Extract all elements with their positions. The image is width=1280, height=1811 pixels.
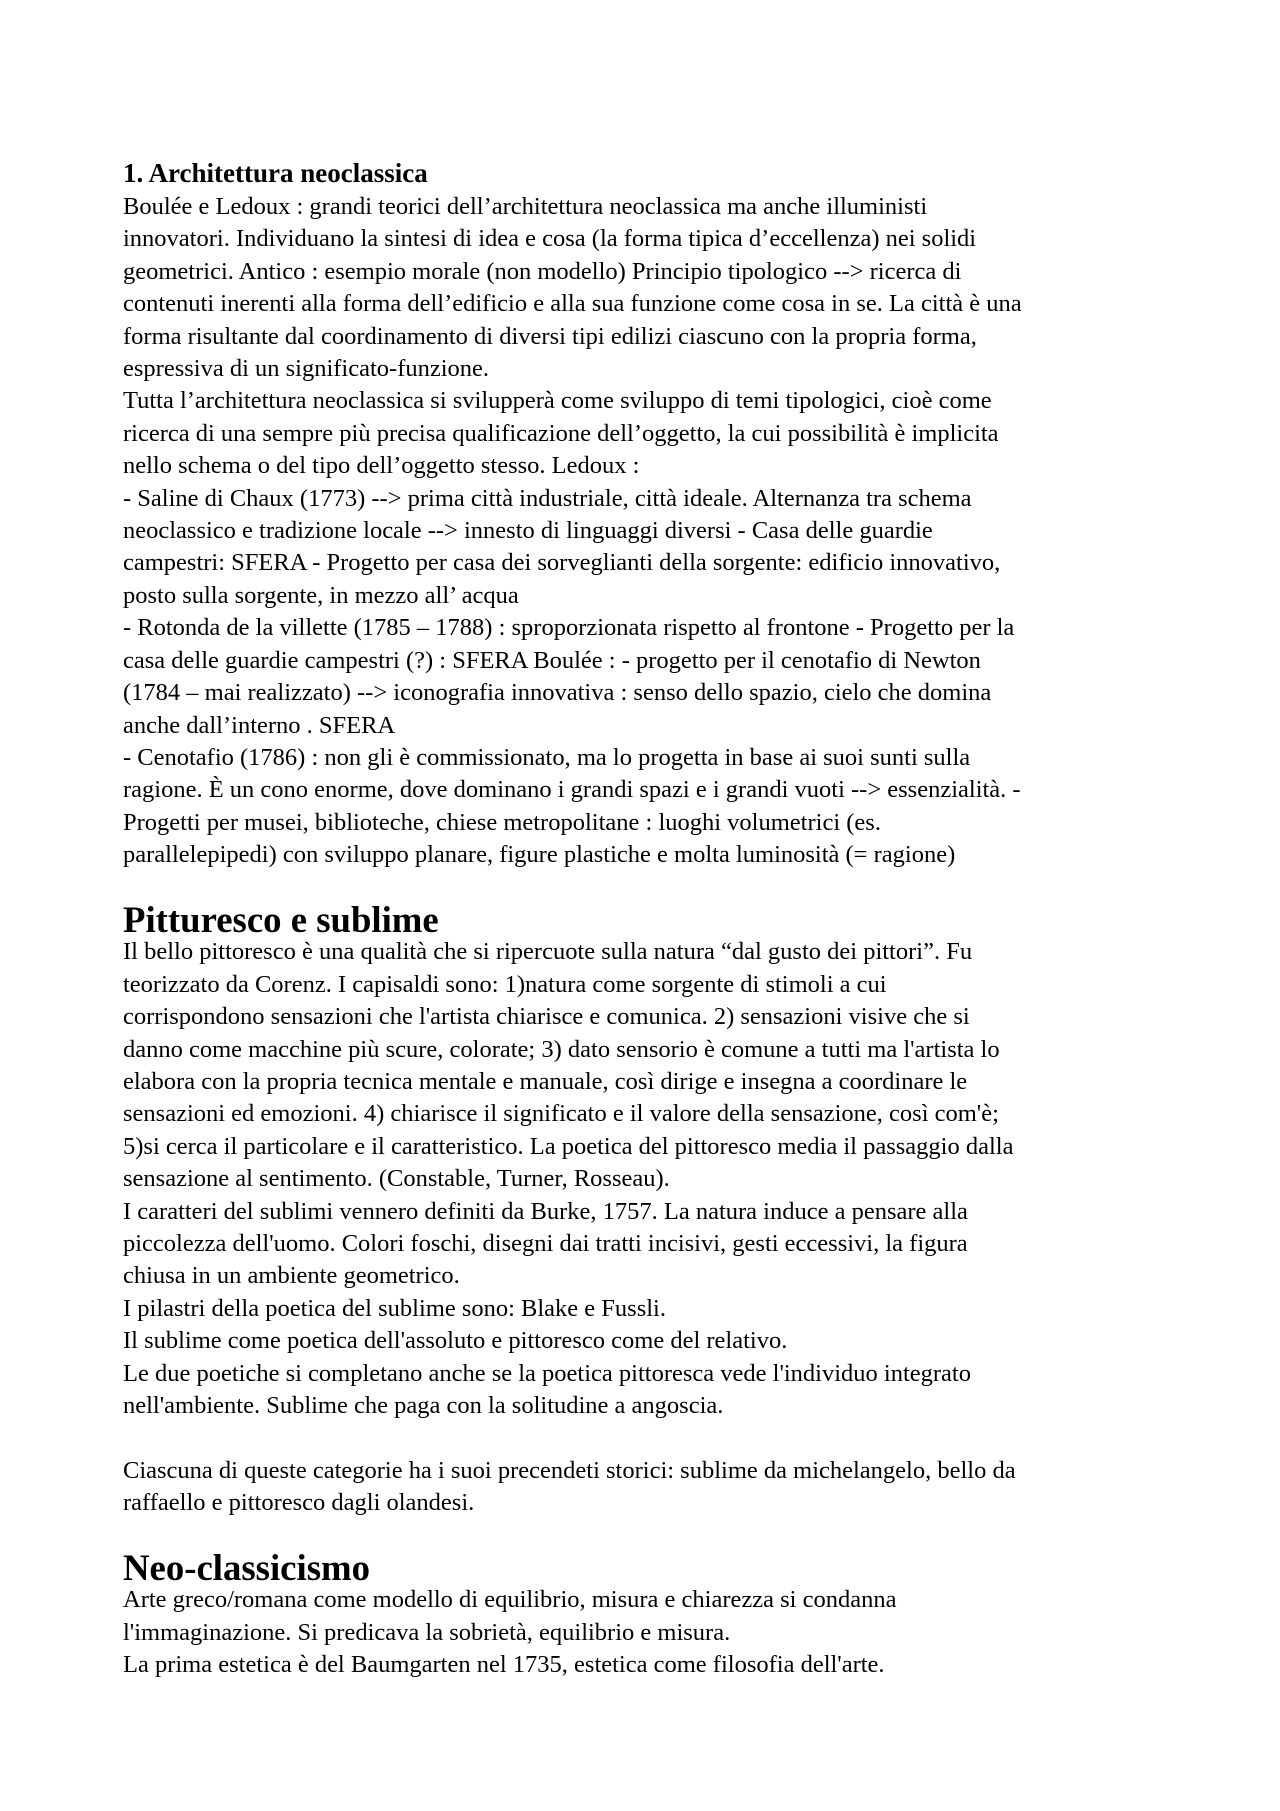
text-line: Boulée e Ledoux : grandi teorici dell’architettura neoclassica ma anche illuministi: [123, 193, 928, 220]
text-line: casa delle guardie campestri (?) : SFERA Boulée : - progetto per il cenotafio di Newton: [123, 646, 981, 674]
text-line: anche dall’interno . SFERA: [123, 711, 396, 739]
text-line: Il sublime come poetica dell'assoluto e pittoresco come del relativo.: [123, 1327, 788, 1355]
document-body: [123, 155, 1163, 1682]
text-line: nell'ambiente. Sublime che paga con la solitudine a angoscia.: [123, 1392, 724, 1420]
text-line: danno come macchine più scure, colorate; 3) dato sensorio è comune a tutti ma l'artista lo: [123, 1035, 1000, 1063]
text-line: innovatori. Individuano la sintesi di idea e cosa (la forma tipica d’eccellenza) nei solidi: [123, 225, 977, 253]
text-line: Il bello pittoresco è una qualità che si ripercuote sulla natura “dal gusto dei pittori”. Fu: [123, 938, 973, 966]
text-line: I pilastri della poetica del sublime sono: Blake e Fussli.: [123, 1294, 666, 1322]
text-line: - Saline di Chaux (1773) --> prima città industriale, città ideale. Alternanza tra schema: [123, 484, 972, 512]
text-line: geometrici. Antico : esempio morale (non modello) Principio tipologico --> ricerca di: [123, 257, 962, 285]
text-line: chiusa in un ambiente geometrico.: [123, 1262, 460, 1290]
text-line: Ciascuna di queste categorie ha i suoi precendeti storici: sublime da michelangelo, bello da: [123, 1456, 1016, 1484]
section-heading-neo-classicismo: Neo-classicismo: [123, 1547, 370, 1589]
section1-paragraph: [123, 191, 1163, 872]
text-line: campestri: SFERA - Progetto per casa dei sorveglianti della sorgente: edificio innovativo,: [123, 549, 1001, 577]
text-line: posto sulla sorgente, in mezzo all’ acqua: [123, 581, 519, 609]
text-line: l'immaginazione. Si predicava la sobrietà, equilibrio e misura.: [123, 1618, 731, 1646]
text-line: teorizzato da Corenz. I capisaldi sono: 1)natura come sorgente di stimoli a cui: [123, 970, 887, 998]
text-line: forma risultante dal coordinamento di diversi tipi edilizi ciascuno con la propria forma,: [123, 322, 977, 350]
text-line: ricerca di una sempre più precisa qualificazione dell’oggetto, la cui possibilità è implicita: [123, 419, 999, 447]
text-line: elabora con la propria tecnica mentale e manuale, così dirige e insegna a coordinare le: [123, 1067, 968, 1095]
text-line: Arte greco/romana come modello di equilibrio, misura e chiarezza si condanna: [123, 1586, 897, 1614]
section2-extra-paragraph: [123, 1455, 1163, 1520]
text-line: nello schema o del tipo dell’oggetto stesso. Ledoux :: [123, 452, 640, 480]
text-line: - Cenotafio (1786) : non gli è commissionato, ma lo progetta in base ai suoi sunti sulla: [123, 743, 971, 771]
text-line: sensazione al sentimento. (Constable, Turner, Rosseau).: [123, 1165, 670, 1193]
text-line: neoclassico e tradizione locale --> innesto di linguaggi diversi - Casa delle guardie: [123, 517, 933, 545]
section-heading-pitturesco-e-sublime: Pitturesco e sublime: [123, 898, 439, 940]
text-line: (1784 – mai realizzato) --> iconografia innovativa : senso dello spazio, cielo che domina: [123, 679, 992, 707]
text-line: I caratteri del sublimi vennero definiti da Burke, 1757. La natura induce a pensare alla: [123, 1197, 968, 1225]
text-line: corrispondono sensazioni che l'artista chiarisce e comunica. 2) sensazioni visive che si: [123, 1003, 970, 1031]
text-line: Tutta l’architettura neoclassica si svilupperà come sviluppo di temi tipologici, cioè come: [123, 387, 992, 415]
text-line: ragione. È un cono enorme, dove dominano i grandi spazi e i grandi vuoti --> essenzialità. -: [123, 776, 1021, 804]
text-line: - Rotonda de la villette (1785 – 1788) : sproporzionata rispetto al frontone - Progetto per la: [123, 614, 1015, 642]
text-line: contenuti inerenti alla forma dell’edificio e alla sua funzione come cosa in se. La città è una: [123, 290, 1022, 318]
section2-paragraph: [123, 936, 1163, 1422]
text-line: raffaello e pittoresco dagli olandesi.: [123, 1489, 475, 1517]
text-line: Progetti per musei, biblioteche, chiese metropolitane : luoghi volumetrici (es.: [123, 808, 881, 836]
text-line: sensazioni ed emozioni. 4) chiarisce il significato e il valore della sensazione, così com'è;: [123, 1100, 999, 1128]
section-title-architettura-neoclassica: 1. Architettura neoclassica: [123, 158, 428, 188]
text-line: La prima estetica è del Baumgarten nel 1735, estetica come filosofia dell'arte.: [123, 1651, 885, 1679]
text-line: espressiva di un significato-funzione.: [123, 355, 490, 383]
section3-paragraph: [123, 1584, 1163, 1681]
text-line: Le due poetiche si completano anche se la poetica pittoresca vede l'individuo integrato: [123, 1359, 971, 1387]
text-line: 5)si cerca il particolare e il caratteristico. La poetica del pittoresco media il passaggio dalla: [123, 1132, 1014, 1160]
text-line: piccolezza dell'uomo. Colori foschi, disegni dai tratti incisivi, gesti eccessivi, la figura: [123, 1229, 968, 1257]
blank-line: [123, 1422, 1163, 1454]
text-line: parallelepipedi) con sviluppo planare, figure plastiche e molta luminosità (= ragione): [123, 841, 956, 869]
